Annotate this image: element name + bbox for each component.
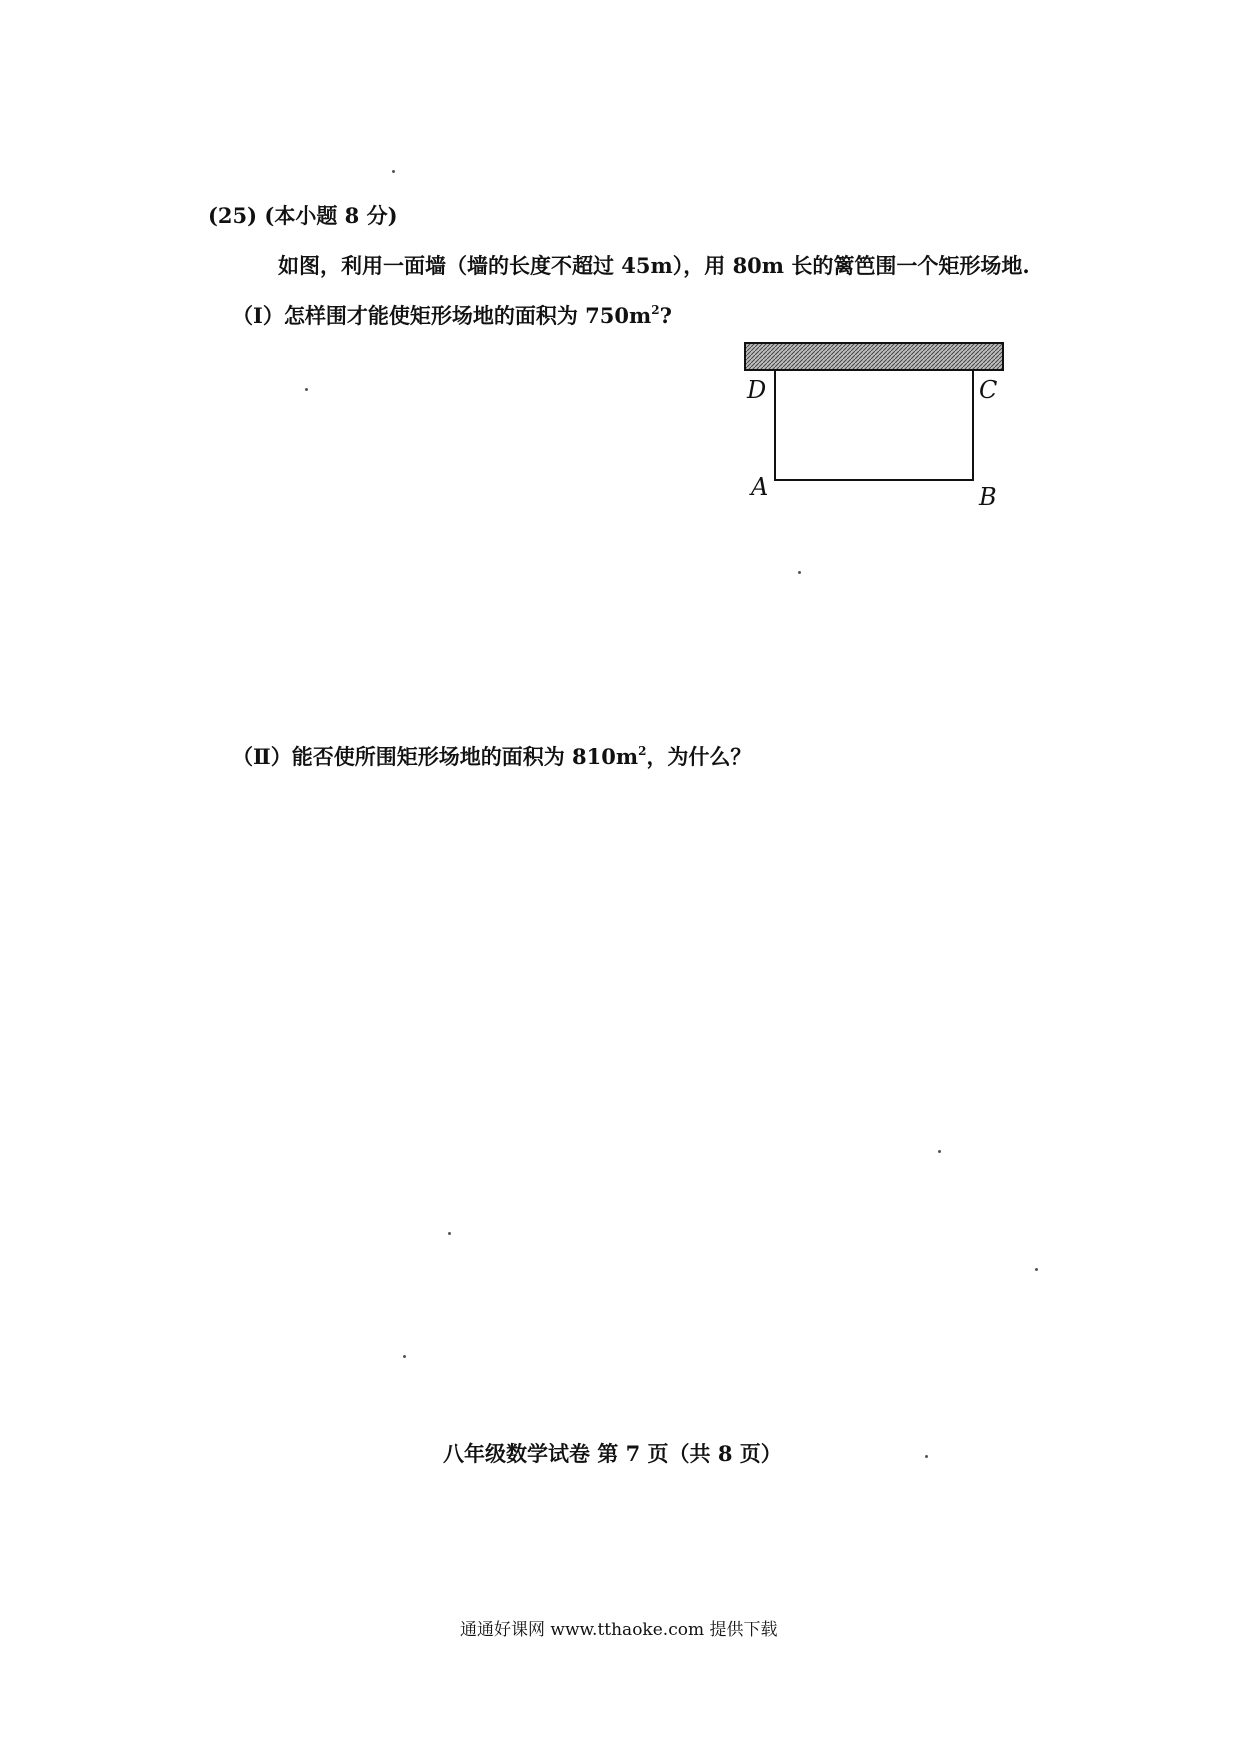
part-two-text: （Ⅱ）能否使所围矩形场地的面积为 810m <box>232 744 639 769</box>
part-two-end: ，为什么？ <box>646 744 752 769</box>
wall <box>745 343 1003 370</box>
part-one-text: （Ⅰ）怎样围才能使矩形场地的面积为 750m <box>232 303 652 328</box>
part-two-exponent: 2 <box>638 744 647 758</box>
wall-rectangle-diagram <box>735 335 1015 515</box>
page-footer: 八年级数学试卷 第 7 页（共 8 页） <box>443 1441 782 1466</box>
scan-speck <box>938 1150 941 1153</box>
fence-rectangle <box>775 371 973 480</box>
question-number: (25) (本小题 8 分) <box>208 203 398 228</box>
label-d: D <box>747 376 767 404</box>
scan-speck <box>403 1355 406 1358</box>
question-intro: 如图，利用一面墙（墙的长度不超过 45m），用 80m 长的篱笆围一个矩形场地. <box>278 253 1030 278</box>
download-note: 通通好课网 www.tthaoke.com 提供下载 <box>460 1620 778 1640</box>
part-one-prompt <box>232 305 672 326</box>
label-c: C <box>979 376 998 404</box>
scan-speck <box>392 170 395 173</box>
part-one-end: ? <box>659 303 672 328</box>
scan-speck <box>305 388 308 391</box>
scan-speck <box>925 1455 928 1458</box>
part-one-exponent: 2 <box>651 303 660 317</box>
label-a: A <box>751 473 769 501</box>
part-two-prompt <box>232 746 751 767</box>
scan-speck <box>798 571 801 574</box>
label-b: B <box>979 483 997 511</box>
scan-speck <box>448 1232 451 1235</box>
scan-speck <box>1035 1268 1038 1271</box>
